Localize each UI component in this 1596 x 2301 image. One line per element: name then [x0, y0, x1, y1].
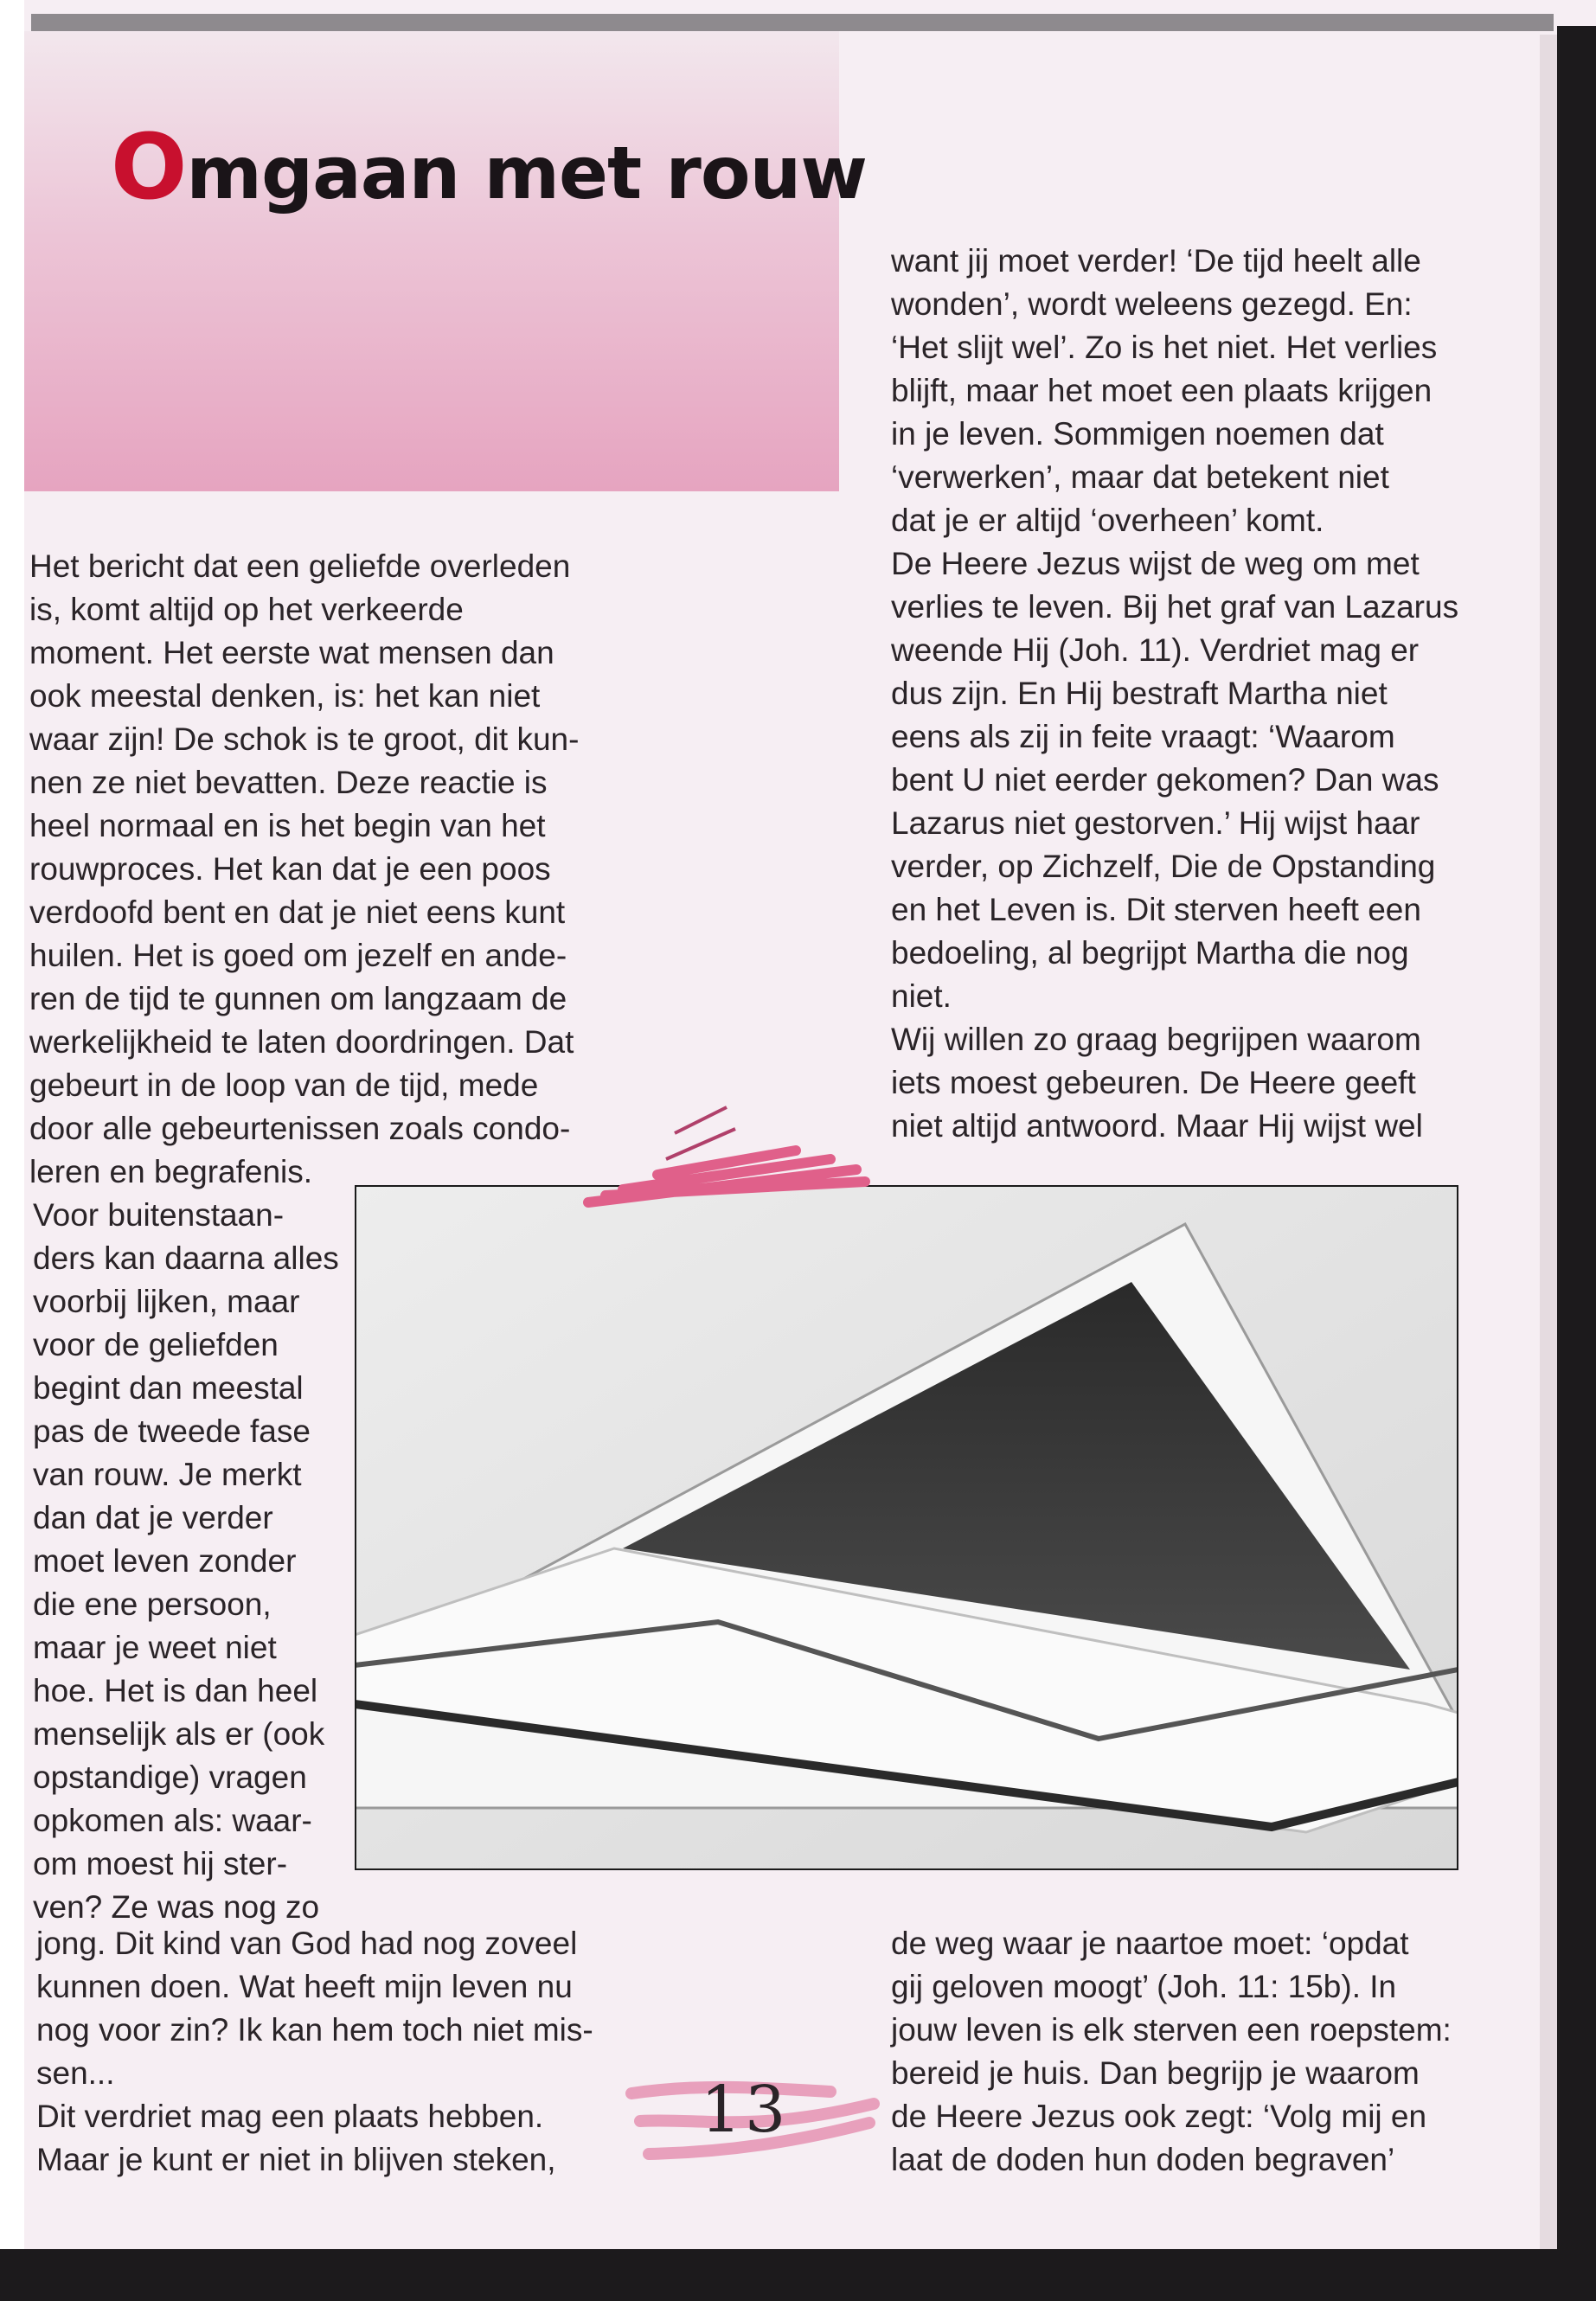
left-column-narrow: Voor buitenstaan- ders kan daarna alles voorbij lijken, maar voor de geliefden begint dan meestal pas de tweede fase van rouw. Je merkt dan dat je verder moet leven zonder die ene persoon, maar je weet niet hoe. Het is dan heel menselijk als er (ook opstandige) vragen opkomen als: waar- om moest hij ster- ven? Ze was nog zo [33, 1197, 339, 1925]
page-number: 13 [701, 2073, 790, 2147]
left-column-bottom: jong. Dit kind van God had nog zoveel kunnen doen. Wat heeft mijn leven nu nog voor zin? Ik kan hem toch niet mis- sen... Dit verdriet mag een plaats hebben. Maar je kunt er niet in blijven steken, [36, 1926, 593, 2177]
title-rest: mgaan met rouw [186, 131, 867, 215]
right-dark-border [1557, 26, 1596, 2301]
pink-scribble-decoration [571, 1099, 882, 1228]
right-column-bottom: de weg waar je naartoe moet: ‘opdat gij geloven moogt’ (Joh. 11: 15b). In jouw leven is elk sterven een roepstem: bereid je huis. Dan begrijp je waarom de Heere Jezus ook zegt: ‘Volg mij en laat de doden hun doden begraven’ [891, 1926, 1452, 2177]
bottom-dark-border [0, 2249, 1596, 2301]
top-rule [31, 14, 1554, 31]
page-number-area [623, 2067, 882, 2171]
mourning-envelope-photo [355, 1185, 1458, 1870]
left-column-top: Het bericht dat een geliefde overleden is, komt altijd op het verkeerde moment. Het eerste wat mensen dan ook meestal denken, is: het kan niet waar zijn! De schok is te groot, dit kun- nen ze niet bevatten. Deze reactie is heel normaal en is het begin van het rouwproces. Het kan dat je een poos verdoofd bent en dat je niet eens kunt huilen. Het is goed om jezelf en ande- ren de tijd te gunnen om langzaam de werkelijkheid te laten doordringen. Dat gebeurt in de loop van de tijd, mede door alle gebeurtenissen zoals condo- leren en begrafenis. [29, 548, 580, 1189]
title-initial: O [111, 114, 187, 220]
page-right-edge [1540, 35, 1559, 2249]
article-title [111, 114, 867, 220]
page-left-margin [0, 0, 24, 2301]
right-column-top: want jij moet verder! ‘De tijd heelt alle wonden’, wordt weleens gezegd. En: ‘Het slijt wel’. Zo is het niet. Het verlies blijft, maar het moet een plaats krijgen in je leven. Sommigen noemen dat ‘verwerken’, maar dat betekent niet dat je er altijd ‘overheen’ komt. De Heere Jezus wijst de weg om met verlies te leven. Bij het graf van Lazarus weende Hij (Joh. 11). Verdriet mag er dus zijn. En Hij bestraft Martha niet eens als zij in feite vraagt: ‘Waarom bent U niet eerder gekomen? Dan was Lazarus niet gestorven.’ Hij wijst haar verder, op Zichzelf, Die de Opstanding en het Leven is. Dit sterven heeft een bedoeling, al begrijpt Martha die nog niet. Wij willen zo graag begrijpen waarom iets moest gebeuren. De Heere geeft niet altijd antwoord. Maar Hij wijst wel [891, 243, 1459, 1144]
title-band [24, 31, 839, 491]
